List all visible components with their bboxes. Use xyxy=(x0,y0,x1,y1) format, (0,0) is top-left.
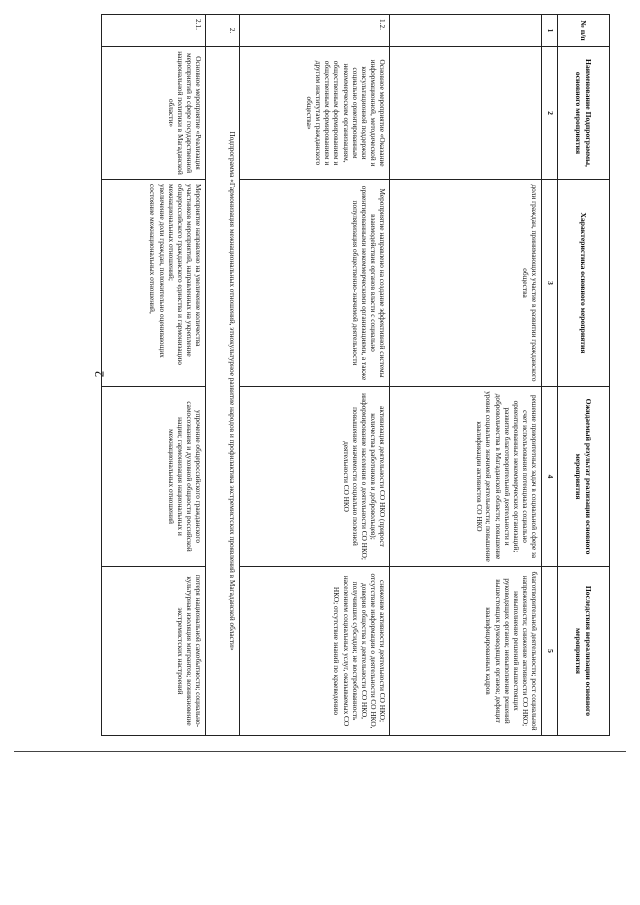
column-number: 4 xyxy=(542,387,558,567)
table-row-continuation xyxy=(390,15,542,736)
column-number: 5 xyxy=(542,567,558,736)
characteristic-paragraph: Мероприятие направлено на увеличение количества участников мероприятий, направленных на укрепление общероссийского гражданского единства и гармонизацию межнациональных отношений; xyxy=(166,184,203,365)
header-num: № п/п xyxy=(558,15,610,47)
column-number: 1 xyxy=(542,15,558,47)
cell-expected-result: упрочение общероссийского гражданского самосознания и духовной общности российской нации; гармонизация национальных и межнациональных отношений xyxy=(102,387,206,567)
table-row-2-1 xyxy=(102,15,206,736)
cell-expected-result: решение приоритетных задач в социальной сфере за счет использования потенциала социально ориентированных некоммерческих организаций; развитие благотворительной деятельности и добровольчества в Магаданской области; повышение уровня социально значимой деятельности; повышение квалификации активистов СО НКО xyxy=(390,387,542,567)
cell-num-empty xyxy=(390,15,542,47)
cell-name: Основное мероприятие «Оказание информационной, методической и консультационной поддержки социально ориентированным некоммерческим организациям, общественным формированиям и общественным формированиям и другим институтам гражданского общества» xyxy=(240,47,390,180)
column-number: 3 xyxy=(542,180,558,387)
cell-num: 1.2. xyxy=(240,15,390,47)
cell-expected-result: активизация деятельности СО НКО (прирост количества работников и добровольцев); информирование населения о деятельности СО НКО; повышение значимости социально полезной деятельности СО НКО xyxy=(240,387,390,567)
column-number: 2 xyxy=(542,47,558,180)
section-row-2 xyxy=(206,15,240,736)
header-expected-result: Ожидаемый результат реализации основного мероприятия xyxy=(558,387,610,567)
rotated-table-container xyxy=(98,14,610,735)
cell-consequences: снижение активности деятельности СО НКО; отсутствие информации о деятельности СО НКО, доверия общества к деятельности СО НКО, получивших субсидии; не востребованность населением социальных услуг, оказываемых СО НКО; отсутствие знаний по краеведению xyxy=(240,567,390,736)
cell-num: 2.1. xyxy=(102,15,206,47)
header-characteristic: Характеристика основного мероприятия xyxy=(558,180,610,387)
table-row-1-2 xyxy=(240,15,390,736)
section-title: Подпрограмма «Гармонизация межнациональных отношений, этнокультурное развитие народов и профилактика экстремистских проявлений в Магаданской области» xyxy=(206,47,240,736)
cell-name: Основное мероприятие «Реализация мероприятий в сфере государственной национальной политики в Магаданской области» xyxy=(102,47,206,180)
header-name: Наименование Подпрограммы, основного мероприятия xyxy=(558,47,610,180)
bottom-rule xyxy=(14,751,626,752)
measures-table xyxy=(101,14,610,736)
cell-characteristic: Мероприятие направлено на создание эффективной системы взаимодействия органов власти с социально ориентированными некоммерческими организациями, а также популяризация общественно-значимой деятельности xyxy=(240,180,390,387)
cell-characteristic: доли граждан, принимающих участие в развитии гражданского общества xyxy=(390,180,542,387)
column-number-row xyxy=(542,15,558,736)
header-row xyxy=(558,15,610,736)
page-number: 2 xyxy=(91,370,107,378)
cell-consequences: благотворительной деятельности; рост социальной напряженности; снижение активности СО НКО; невыполнение решений вышестоящих руководящих органов; невыполнение решений вышестоящих руководящих органов; дефицит квалифицированных кадров xyxy=(390,567,542,736)
characteristic-paragraph: увеличение доли граждан, положительно оценивающих состояние межнациональных отношений, xyxy=(148,184,167,358)
cell-num: 2. xyxy=(206,15,240,47)
cell-name-empty xyxy=(390,47,542,180)
cell-characteristic xyxy=(102,180,206,387)
cell-consequences: потеря национальной самобытности; социально-культурная изоляция мигрантов; возникновение экстремистских настроений xyxy=(102,567,206,736)
header-consequences: Последствия нереализации основного мероприятия xyxy=(558,567,610,736)
